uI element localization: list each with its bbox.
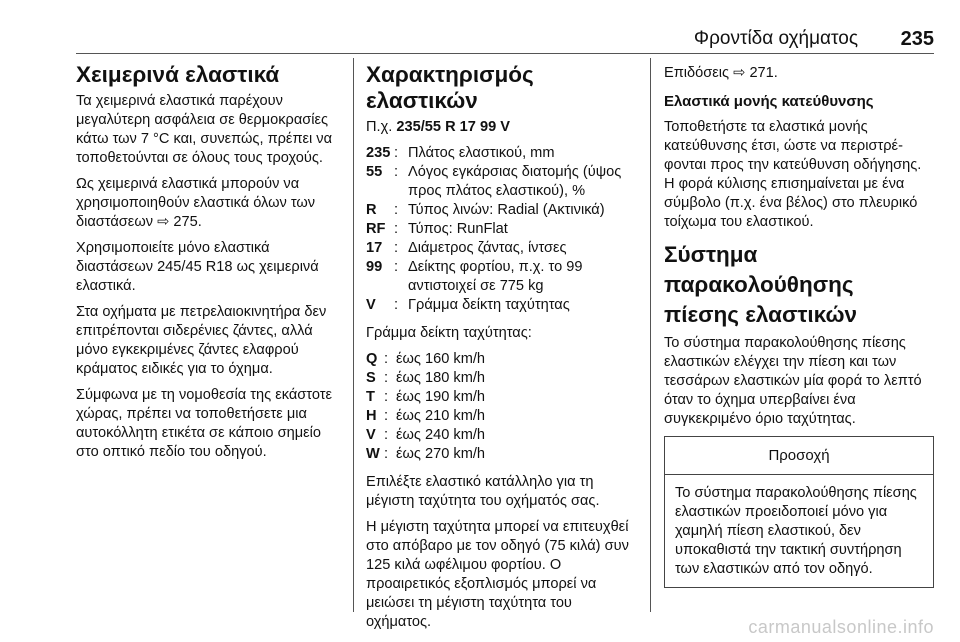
speed-key: W (366, 446, 380, 462)
page-reference[interactable] (733, 65, 778, 81)
paragraph-text: Ως χειμερινά ελαστικά μπορούν να χρησιμοποιηθούν ελαστικά όλων των διαστάσεων (76, 176, 316, 230)
page-reference-arrow-icon: ⇨ (157, 214, 170, 230)
list-item: W : έως 270 km/h (366, 445, 636, 464)
code-value: Λόγος εγκάρσιας διατομής (ύψος προς πλάτος ελαστικού), % (408, 164, 622, 199)
example-line (366, 118, 636, 137)
paragraph-tpms: Το σύστημα παρακολούθησης πίεσης ελαστικών ελέγχει την πίεση και των τεσσάρων ελαστικών μία φορά το λεπτό όταν το όχημα υπερβαίνει ένα συγκεκριμένο όριο ταχύτητας. (664, 335, 922, 427)
list-item: S : έως 180 km/h (366, 369, 636, 388)
code-key: RF (366, 221, 386, 237)
caution-box (664, 436, 934, 588)
code-key: 99 (366, 259, 383, 275)
paragraph-max-speed: Η μέγιστη ταχύτητα μπορεί να επιτευχθεί στο απόβαρο με τον οδηγό (75 κιλά) συν 125 κιλά ωφέλιμου φορτίου. Ο προαιρετικός εξοπλισμός μπορεί να μειώσει τη μέγιστη ταχύτητα του οχήματος. (366, 519, 629, 630)
paragraph-text: Επιδόσεις (664, 65, 730, 81)
caution-title: Προσοχή (665, 437, 933, 475)
speed-key: S (366, 370, 376, 386)
speed-value: έως 180 km/h (396, 370, 486, 386)
speed-index-intro: Γράμμα δείκτη ταχύτητας: (366, 325, 532, 341)
designation-list (366, 144, 636, 315)
section-title: Φροντίδα οχήματος (693, 28, 858, 49)
code-value: Τύπος λινών: Radial (Ακτινικά) (408, 202, 605, 218)
example-prefix: Π.χ. (366, 119, 393, 135)
code-value: Γράμμα δείκτη ταχύτητας (408, 297, 570, 313)
paragraph-performance-ref (664, 64, 934, 83)
code-value: Τύπος: RunFlat (408, 221, 508, 237)
watermark: carmanualsonline.info (748, 617, 934, 637)
speed-value: έως 160 km/h (396, 351, 486, 367)
page-reference[interactable] (157, 214, 202, 230)
code-key: V (366, 297, 376, 313)
running-header (76, 28, 934, 52)
code-key: R (366, 202, 377, 218)
page-reference-number: 275. (173, 214, 202, 230)
heading-winter-tyres: Χειμερινά ελαστικά (76, 62, 280, 87)
heading-tyre-designations: Χαρακτηρισμός ελαστικών (366, 62, 534, 113)
speed-key: H (366, 408, 377, 424)
list-item: 17 : Διάμετρος ζάντας, ίντσες (366, 239, 636, 258)
speed-key: V (366, 427, 376, 443)
column-directional-tpms (664, 56, 934, 588)
paragraph-winter-1: Τα χειμερινά ελαστικά παρέχουν μεγαλύτερη ασφάλεια σε θερμοκρασίες κάτω των 7 °C και, συνεπώς, πρέπει να τοποθετούνται σε όλους τους τροχούς. (76, 93, 333, 166)
list-item: 55 : Λόγος εγκάρσιας διατομής (ύψος προς πλάτος ελαστικού), % (366, 163, 636, 201)
paragraph-directional-tyres: Τοποθετήστε τα ελαστικά μονής κατεύθυνσης έτσι, ώστε να περιστρέφονται προς την κατεύθυνση οδήγησης. Η φορά κύλισης επισημαίνεται με ένα σύμβολο (π.χ. ένα βέλος) στο πλευρικό τοίχωμα του ελαστικού. (664, 119, 922, 230)
paragraph-select-tyre: Επιλέξτε ελαστικό κατάλληλο για τη μέγιστη ταχύτητα του οχήματός σας. (366, 474, 600, 509)
page-reference-arrow-icon: ⇨ (733, 65, 746, 81)
list-item: H : έως 210 km/h (366, 407, 636, 426)
code-value: Δείκτης φορτίου, π.χ. το 99 αντιστοιχεί σε 775 kg (408, 259, 583, 294)
speed-value: έως 240 km/h (396, 427, 486, 443)
speed-index-list (366, 350, 636, 464)
example-code: 235/55 R 17 99 V (396, 119, 510, 135)
column-divider-1 (353, 58, 354, 612)
code-key: 17 (366, 240, 383, 256)
speed-value: έως 190 km/h (396, 389, 486, 405)
heading-tpms: Σύστημα παρακολούθησης πίεσης ελαστικών (664, 242, 857, 327)
paragraph-winter-5: Σύμφωνα με τη νομοθεσία της εκάστοτε χώρας, πρέπει να τοποθετήσετε μια αυτοκόλλητη ετικέτα σε κάποιο σημείο στο οπτικό πεδίο του οδηγού. (76, 387, 333, 460)
list-item: 99 : Δείκτης φορτίου, π.χ. το 99 αντιστοιχεί σε 775 kg (366, 258, 636, 296)
speed-value: έως 270 km/h (396, 446, 486, 462)
paragraph-winter-2 (76, 175, 344, 232)
column-winter-tyres (76, 56, 344, 469)
page-number: 235 (900, 28, 934, 50)
speed-key: Q (366, 351, 378, 367)
speed-key: T (366, 389, 375, 405)
column-tyre-designations (366, 56, 636, 639)
list-item: 235 : Πλάτος ελαστικού, mm (366, 144, 636, 163)
list-item: Q : έως 160 km/h (366, 350, 636, 369)
code-key: 55 (366, 164, 383, 180)
code-value: Διάμετρος ζάντας, ίντσες (408, 240, 567, 256)
list-item: V : έως 240 km/h (366, 426, 636, 445)
list-item: RF : Τύπος: RunFlat (366, 220, 636, 239)
code-value: Πλάτος ελαστικού, mm (408, 145, 555, 161)
list-item: T : έως 190 km/h (366, 388, 636, 407)
header-rule (76, 53, 934, 54)
caution-text: Το σύστημα παρακολούθησης πίεσης ελαστικών προειδοποιεί μόνο για χαμηλή πίεση ελαστικού, δεν υποκαθιστά την τακτική συντήρηση των ελαστικών από τον οδηγό. (675, 485, 917, 577)
paragraph-winter-3: Χρησιμοποιείτε μόνο ελαστικά διαστάσεων 245/45 R18 ως χειμερινά ελαστικά. (76, 240, 319, 294)
list-item: R : Τύπος λινών: Radial (Ακτινικά) (366, 201, 636, 220)
paragraph-winter-4: Στα οχήματα με πετρελαιοκινητήρα δεν επιτρέπονται σιδερένιες ζάντες, αλλά μόνο εγκεκριμένες ζάντες ελαφρού κράματος ειδικές για το όχημα. (76, 304, 327, 377)
heading-directional-tyres: Ελαστικά μονής κατεύθυνσης (664, 93, 874, 110)
list-item: V : Γράμμα δείκτη ταχύτητας (366, 296, 636, 315)
column-divider-2 (650, 58, 651, 612)
speed-value: έως 210 km/h (396, 408, 486, 424)
page-reference-number: 271. (749, 65, 778, 81)
code-key: 235 (366, 145, 391, 161)
